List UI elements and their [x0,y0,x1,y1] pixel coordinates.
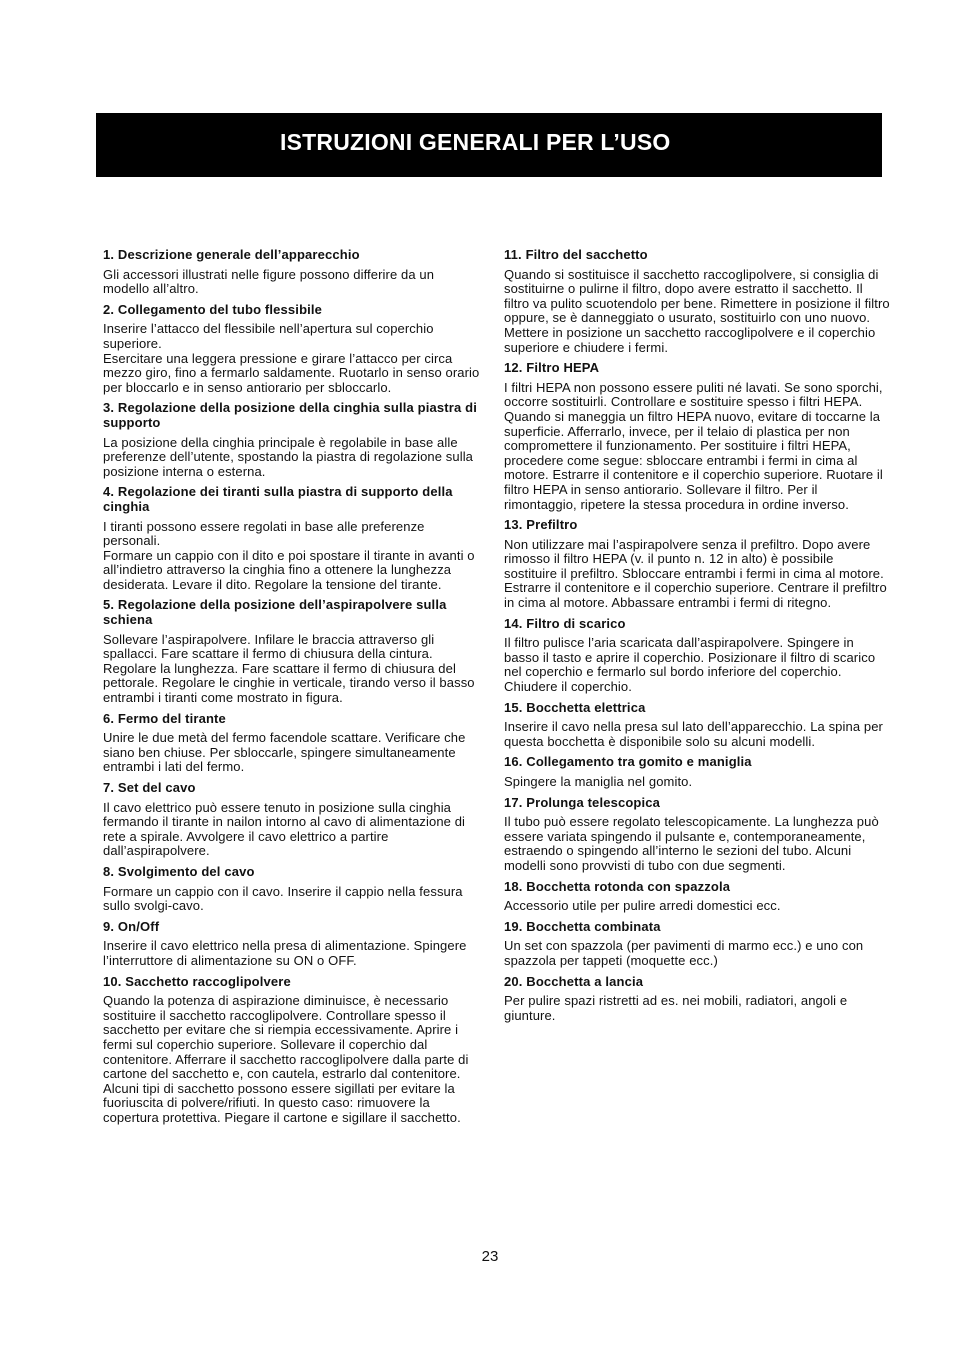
section-body [103,801,483,859]
section-paragraph: Il filtro pulisce l’aria scaricata dall’aspirapolvere. Spingere in basso il tasto e aprire il coperchio. Posizionare il filtro di scarico nel coperchio e fermarlo sul bordo inferiore del coperchio. Chiudere il coperchio. [504,635,876,695]
section-title: 5. Regolazione della posizione dell’aspirapolvere sulla schiena [103,597,447,628]
left-column [103,248,483,1131]
page-title: ISTRUZIONI GENERALI PER L’USO [280,129,671,155]
section-title: 14. Filtro di scarico [504,615,626,631]
section-body [103,885,483,914]
section-paragraph: Inserire l’attacco del flessibile nell’apertura sul coperchio superiore. [103,321,434,351]
section-body [103,731,483,775]
section [504,920,890,969]
section [504,617,890,695]
section-body [103,268,483,297]
section-title: 20. Bocchetta a lancia [504,973,644,989]
section [103,401,483,479]
section-paragraph: Inserire il cavo nella presa sul lato dell’apparecchio. La spina per questa bocchetta è disponibile solo su alcuni modelli. [504,719,883,749]
section [103,975,483,1126]
section-body [504,381,890,512]
header-bar [96,113,882,177]
section-body [504,268,890,356]
section [504,518,890,611]
section-paragraph: I tiranti possono essere regolati in base alle preferenze personali. [103,518,425,549]
section-paragraph: Accessorio utile per pulire arredi domestici ecc. [504,898,781,914]
section-paragraph: Quando si sostituisce il sacchetto raccoglipolvere, si consiglia di sostituirne o pulirne il filtro, dopo avere estratto il sacchetto. Il filtro va pulito scuotendolo per bene. Rimettere in posizione il filtro oppure, se è danneggiato o usurato, sostituirlo con uno nuovo. Mettere in posizione un sacchetto raccoglipolvere e il coperchio superiore e chiudere i fermi. [504,266,890,355]
section-paragraph: Per pulire spazi ristretti ad es. nei mobili, radiatori, angoli e giunture. [504,993,848,1023]
section-body [504,815,890,873]
section [103,485,483,592]
section [103,598,483,705]
section-body [504,939,890,968]
section-body [103,322,483,395]
section-paragraph: I filtri HEPA non possono essere puliti né lavati. Se sono sporchi, occorre sostituirli. Controllare e sostituire spesso i filtri HEPA. Quando si maneggia un filtro HEPA nuovo, evitare di toccarne la superficie. Afferrarlo, invece, per il telaio di plastica per non compromettere il funzionamento. Per sostituire i filtri HEPA, procedere come segue: sbloccare entrambi i fermi in cima al motore. Estrarre il contenitore e il coperchio superiore. Ruotare il filtro HEPA in senso antiorario. Sollevare il filtro. Per il rimontaggio, ripetere la stessa procedura in ordine inverso. [504,379,883,512]
section-title: 11. Filtro del sacchetto [504,247,648,262]
section-title: 8. Svolgimento del cavo [103,863,255,879]
section-paragraph: Il cavo elettrico può essere tenuto in posizione sulla cinghia fermando il tirante in nailon intorno al cavo di alimentazione di rete a spirale. Avvolgere il cavo elettrico a partire dall’aspirapolvere. [103,799,466,859]
section [103,248,483,297]
section-title: 3. Regolazione della posizione della cinghia sulla piastra di supporto [103,400,477,430]
section-body [504,775,890,790]
section [103,712,483,775]
right-column [504,248,890,1029]
section-title: 10. Sacchetto raccoglipolvere [103,973,291,989]
section-paragraph: Spingere la maniglia nel gomito. [504,774,693,789]
section-body [504,636,890,694]
section [504,361,890,512]
section-body [504,899,890,914]
section-paragraph: Inserire il cavo elettrico nella presa di alimentazione. Spingere l’interruttore di alimentazione su ON o OFF. [103,938,467,968]
section-paragraph: Gli accessori illustrati nelle figure possono differire da un modello all’altro. [103,266,435,297]
section-title: 15. Bocchetta elettrica [504,699,646,715]
section-title: 12. Filtro HEPA [504,360,600,376]
section-paragraph: Formare un cappio con il dito e poi spostare il tirante in avanti o all’indietro attraverso la cinghia fino a ottenere la lunghezza desiderata. Levare il dito. Regolare la tensione del tirante. [103,547,475,592]
section-title: 9. On/Off [103,918,160,934]
section-title: 4. Regolazione dei tiranti sulla piastra di supporto della cinghia [103,484,453,514]
section [103,303,483,396]
section-body [504,538,890,611]
section-paragraph: Il tubo può essere regolato telescopicamente. La lunghezza può essere variata spingendo il pulsante e, contemporaneamente, estraendo o spingendo all’interno le sezioni del tubo. Alcuni modelli sono provvisti di tubo con due segmenti. [504,814,879,873]
section [103,781,483,859]
section-title: 6. Fermo del tirante [103,710,226,726]
section-paragraph: Un set con spazzola (per pavimenti di marmo ecc.) e uno con spazzola per tappeti (moquette ecc.) [504,938,864,968]
section-body [103,994,483,1125]
section-body [103,436,483,480]
section-paragraph: Quando la potenza di aspirazione diminuisce, è necessario sostituire il sacchetto raccoglipolvere. Controllare spesso il sacchetto per evitare che si riempia eccessivamente. Aprire i fermi sul coperchio superiore. Sollevare il coperchio dal contenitore. Afferrare il sacchetto raccoglipolvere dalla parte di cartone del sacchetto e, con cautela, estrarlo dal contenitore. Alcuni tipi di sacchetto possono essere sigillati per evitare la fuoriuscita di polvere/rifiuti. In questo caso: rimuovere la copertura protettiva. Piegare il cartone e sigillare il sacchetto. [103,993,469,1125]
section-title: 7. Set del cavo [103,780,196,795]
section [504,701,890,750]
section-title: 18. Bocchetta rotonda con spazzola [504,878,731,894]
section-paragraph: Unire le due metà del fermo facendole scattare. Verificare che siano ben chiuse. Per sbloccarle, spingere simultaneamente entrambi i lati del fermo. [103,730,466,775]
section-body [504,994,890,1023]
section-title: 16. Collegamento tra gomito e maniglia [504,754,752,770]
page-number: 23 [481,1248,499,1265]
section [504,880,890,914]
section-body [103,939,483,968]
section-title: 17. Prolunga telescopica [504,794,661,810]
section-title: 2. Collegamento del tubo flessibile [103,301,323,317]
section [103,920,483,969]
section-body [103,520,483,593]
section-paragraph: Non utilizzare mai l’aspirapolvere senza il prefiltro. Dopo avere rimosso il filtro HEPA (v. il punto n. 12 in alto) è possibile sostituire il prefiltro. Sbloccare entrambi i fermi in cima al motore. Estrarre il contenitore e il coperchio superiore. Centrare il prefiltro in cima al motore. Abbassare entrambi i fermi di ritegno. [504,536,887,611]
section-paragraph: Sollevare l’aspirapolvere. Infilare le braccia attraverso gli spallacci. Fare scattare il fermo di chiusura della cintura. Regolare la lunghezza. Fare scattare il fermo di chiusura del pettorale. Regolare le cinghie in verticale, tirando verso il basso entrambi i tiranti come mostrato in figura. [103,631,475,706]
section [504,796,890,874]
section [504,248,890,355]
section [504,975,890,1024]
section [103,865,483,914]
section-title: 13. Prefiltro [504,517,578,533]
section-paragraph: Formare un cappio con il cavo. Inserire il cappio nella fessura sullo svolgi-cavo. [103,883,463,914]
section-title: 1. Descrizione generale dell’apparecchio [103,247,360,262]
section [504,755,890,789]
section-body [504,720,890,749]
section-body [103,633,483,706]
section-paragraph: La posizione della cinghia principale è regolabile in base alle preferenze dell’utente, spostando la piastra di regolazione sulla posizione interna o esterna. [103,434,474,479]
section-paragraph: Esercitare una leggera pressione e girare l’attacco per circa mezzo giro, fino a fermarlo saldamente. Ruotarlo in senso orario per bloccarlo e in senso antiorario per sbloccarlo. [103,350,480,395]
section-title: 19. Bocchetta combinata [504,918,661,934]
